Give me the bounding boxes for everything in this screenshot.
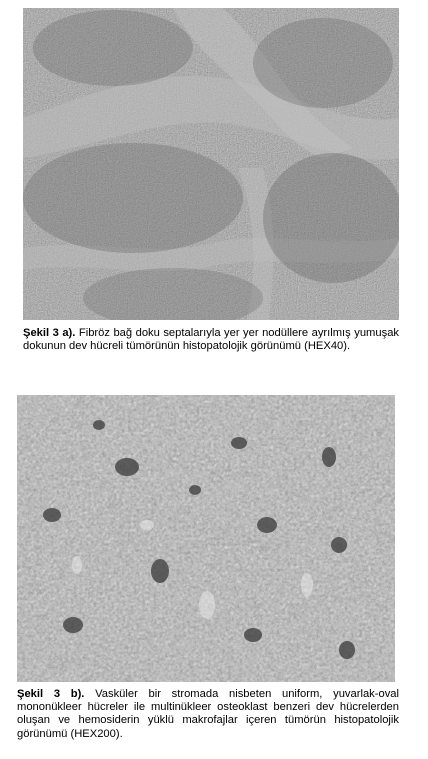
figure-3b-caption — [17, 688, 399, 741]
figure-3b-micrograph — [17, 395, 395, 682]
figure-3b-label: Şekil 3 b). — [17, 688, 85, 700]
histology-micrograph-high-power-icon — [17, 395, 395, 682]
figure-3a-caption-text: Fibröz bağ doku septalarıyla yer yer nodüllere ayrılmış yumuşak dokunun dev hücreli tümörünün histopatolojik görünümü (HEX40). — [23, 327, 400, 353]
histology-micrograph-low-power-icon — [23, 8, 399, 320]
figure-3a-label: Şekil 3 a). — [23, 327, 76, 339]
figure-3a-micrograph — [23, 8, 399, 320]
figure-3b-caption-text: Vasküler bir stromada nisbeten uniform, yuvarlak-oval mononükleer hücreler ile multinükleer osteoklast benzeri dev hücrelerden oluşan ve hemosiderin yüklü makrofajlar içeren tümörün histopatolojik görünümü (HEX200). — [17, 688, 400, 740]
figure-3a-caption — [23, 327, 399, 353]
